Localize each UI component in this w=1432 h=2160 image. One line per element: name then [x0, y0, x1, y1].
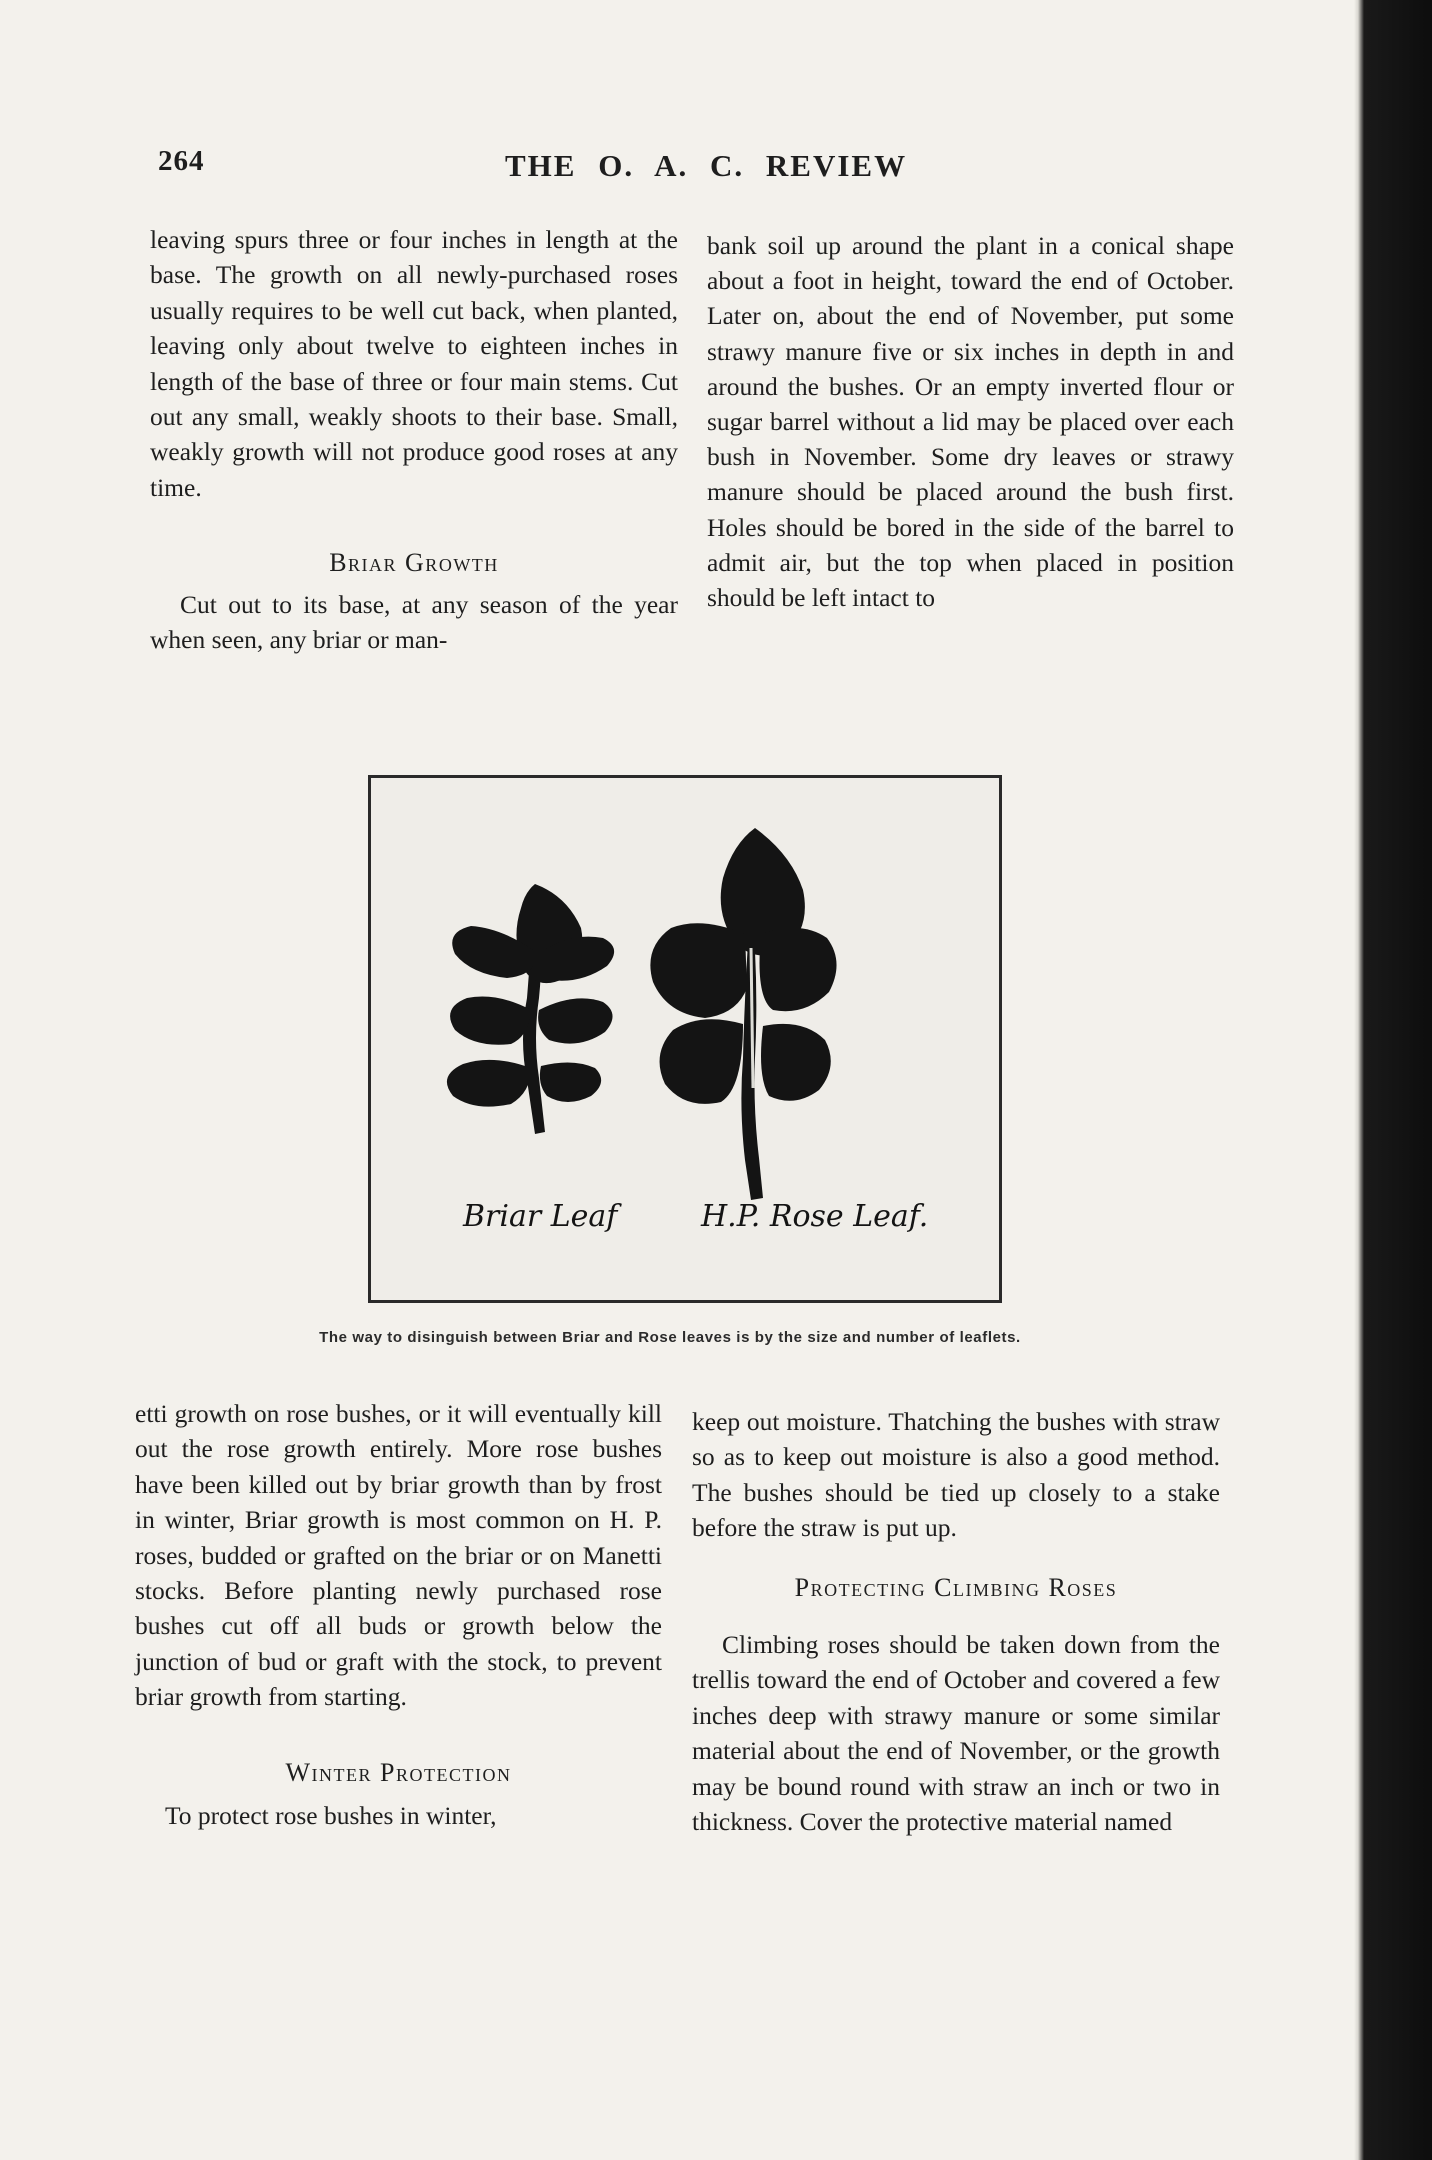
section-heading-protecting-climbing-roses: Protecting Climbing Roses: [794, 1572, 1118, 1602]
paragraph: keep out moisture. Thatching the bushes with straw so as to keep out moisture is also a good method. The bushes should be tied up closely to a stake before the straw is put up.: [692, 1407, 1220, 1543]
leaf-illustration: [371, 778, 999, 1300]
briar-leaf-image: [447, 884, 614, 1134]
paragraph: Cut out to its base, at any season of the year when seen, any briar or man-: [150, 589, 678, 655]
paragraph: To protect rose bushes in winter,: [165, 1801, 497, 1831]
paragraph: Climbing roses should be taken down from the trellis toward the end of October and covered a few inches deep with strawy manure or some similar material about the end of November, or the growth may be bound round with straw an inch or two in thickness. Cover the protective material named: [692, 1630, 1220, 1837]
journal-title: THE O. A. C. REVIEW: [505, 148, 908, 183]
rose-leaf-image: [650, 828, 836, 1200]
paragraph: leaving spurs three or four inches in length at the base. The growth on all newly-purchased roses usually requires to be well cut back, when planted, leaving only about twelve to eighteen inches in length of the base of three or four main stems. Cut out any small, weakly shoots to their base. Small, weakly growth will not produce good roses at any time.: [150, 225, 678, 502]
briar-leaf-label: Briar Leaf: [463, 1199, 618, 1234]
paragraph: etti growth on rose bushes, or it will eventually kill out the rose growth entirely. More rose bushes have been killed out by briar growth than by frost in winter, Briar growth is most common on H. P. roses, budded or grafted on the briar or on Manetti stocks. Before planting newly purchased rose bushes cut off all buds or growth below the junction of bud or graft with the stock, to prevent briar growth from starting.: [135, 1399, 662, 1712]
leaf-stem-highlights: [751, 948, 753, 1088]
leaf-photograph: [368, 775, 1002, 1303]
section-heading-winter-protection: Winter Protection: [285, 1757, 512, 1787]
section-heading-briar-growth: Briar Growth: [329, 548, 499, 578]
column-bottom-right: [692, 1404, 1220, 1839]
column-top-right: [707, 228, 1234, 615]
paragraph: bank soil up around the plant in a conical shape about a foot in height, toward the end of October. Later on, about the end of November, put some strawy manure five or six inches in depth in and around the bushes. Or an empty inverted flour or sugar barrel without a lid may be placed over each bush in November. Some dry leaves or strawy manure should be placed around the bush first. Holes should be bored in the side of the barrel to admit air, but the top when placed in position should be left intact to: [707, 231, 1234, 613]
figure-caption: The way to disinguish between Briar and Rose leaves is by the size and number of leaflets.: [319, 1329, 1021, 1346]
column-top-left: [150, 222, 678, 657]
page-edge-shadow: [1354, 0, 1432, 2160]
page-number: 264: [158, 145, 205, 177]
rose-leaf-label: H.P. Rose Leaf.: [701, 1199, 929, 1234]
column-bottom-left: [135, 1396, 662, 1833]
